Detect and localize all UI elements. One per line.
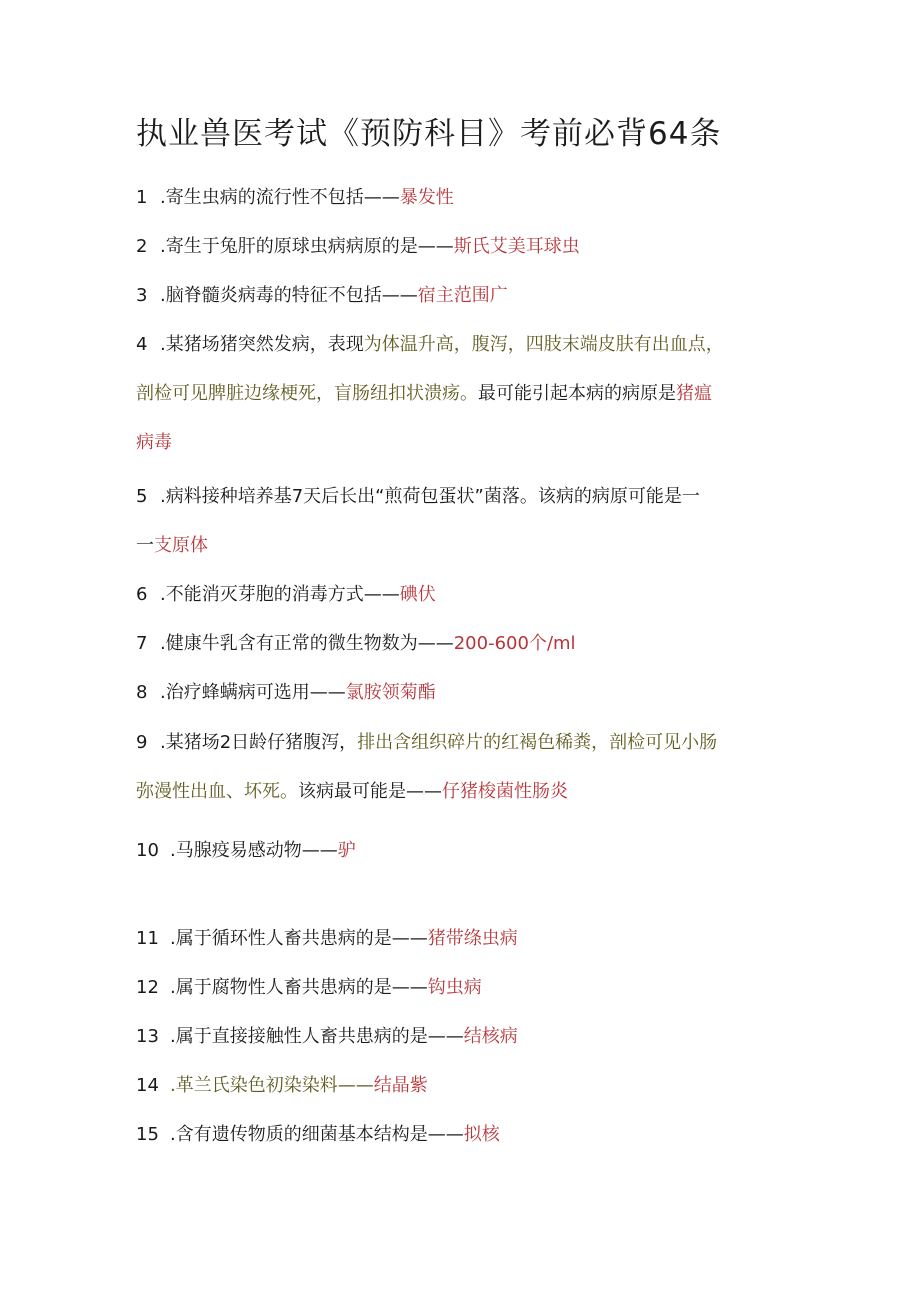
answer-text: 仔猪梭菌性肠炎 — [442, 781, 568, 802]
item-line — [136, 418, 784, 467]
highlighted-text: .革兰氏染色初染染料—— — [170, 1075, 374, 1096]
item-number: 9 — [136, 732, 148, 753]
list-item — [136, 718, 784, 816]
item-number: 8 — [136, 682, 148, 703]
question-text: .寄生于兔肝的原球虫病病原的是—— — [160, 236, 454, 257]
item-line — [136, 320, 784, 369]
answer-text: 猪带绦虫病 — [427, 928, 518, 949]
answer-text: 宿主范围广 — [417, 285, 508, 306]
answer-text: 斯氏艾美耳球虫 — [453, 236, 580, 257]
question-text: 一 — [136, 535, 154, 556]
highlighted-text: 弥漫性出血、坏死。 — [136, 781, 298, 802]
item-line — [136, 222, 784, 271]
item-number: 11 — [136, 928, 159, 949]
question-text: .不能消灭芽胞的消毒方式—— — [160, 584, 400, 605]
answer-text: 结核病 — [463, 1026, 518, 1047]
list-item — [136, 963, 784, 1012]
list-item — [136, 320, 784, 467]
item-line — [136, 668, 784, 717]
question-text: .含有遗传物质的细菌基本结构是—— — [170, 1124, 464, 1145]
list-item — [136, 472, 784, 570]
item-line — [136, 173, 784, 222]
question-text: .某猪场猪突然发病，表现 — [160, 334, 364, 355]
answer-text: 暴发性 — [399, 187, 454, 208]
document-title: 执业兽医考试《预防科目》考前必背64条 — [136, 116, 722, 152]
question-text: .属于腐物性人畜共患病的是—— — [170, 977, 428, 998]
question-text: .属于直接接触性人畜共患病的是—— — [170, 1026, 464, 1047]
item-line — [136, 1110, 784, 1159]
question-text: 该病最可能是—— — [298, 781, 442, 802]
item-line — [136, 1012, 784, 1061]
question-text: .某猪场2日龄仔猪腹泻， — [160, 732, 358, 753]
question-text: .属于循环性人畜共患病的是—— — [170, 928, 428, 949]
list-item — [136, 668, 784, 717]
list-item — [136, 619, 784, 668]
list-item — [136, 1012, 784, 1061]
item-number: 7 — [136, 633, 148, 654]
answer-text: 200-600个/ml — [453, 633, 576, 654]
list-item — [136, 826, 784, 875]
item-number: 15 — [136, 1124, 159, 1145]
item-number: 14 — [136, 1075, 159, 1096]
list-item — [136, 570, 784, 619]
item-number: 12 — [136, 977, 159, 998]
item-line — [136, 472, 784, 521]
item-line — [136, 369, 784, 418]
item-line — [136, 570, 784, 619]
item-number: 10 — [136, 840, 159, 861]
list-item — [136, 173, 784, 222]
item-line — [136, 271, 784, 320]
highlighted-text: 排出含组织碎片的红褐色稀粪，剖检可见小肠 — [357, 732, 718, 753]
item-line — [136, 619, 784, 668]
question-text: .治疗蜂螨病可选用—— — [160, 682, 346, 703]
item-number: 2 — [136, 236, 148, 257]
highlighted-text: 剖检可见脾脏边缘梗死，盲肠纽扣状溃疡。 — [136, 383, 478, 404]
question-text: .寄生虫病的流行性不包括—— — [160, 187, 400, 208]
question-text: .病料接种培养基7天后长出“煎荷包蛋状”菌落。该病的病原可能是一 — [160, 486, 700, 507]
item-line — [136, 767, 784, 816]
answer-text: 驴 — [337, 840, 356, 861]
answer-text: 氯胺领菊酯 — [345, 682, 436, 703]
list-item — [136, 1061, 784, 1110]
answer-text: 支原体 — [154, 535, 208, 556]
answer-text: 病毒 — [136, 432, 172, 453]
item-number: 1 — [136, 187, 148, 208]
highlighted-text: 为体温升高，腹泻，四肢末端皮肤有出血点， — [363, 334, 724, 355]
list-item — [136, 222, 784, 271]
item-line — [136, 963, 784, 1012]
answer-text: 拟核 — [463, 1124, 500, 1145]
item-line — [136, 1061, 784, 1110]
item-number: 13 — [136, 1026, 159, 1047]
item-line — [136, 826, 784, 875]
answer-text: 钩虫病 — [427, 977, 482, 998]
question-text: .脑脊髓炎病毒的特征不包括—— — [160, 285, 418, 306]
question-text: .马腺疫易感动物—— — [170, 840, 338, 861]
item-number: 4 — [136, 334, 148, 355]
item-line — [136, 521, 784, 570]
question-text: .健康牛乳含有正常的微生物数为—— — [160, 633, 454, 654]
item-number: 6 — [136, 584, 148, 605]
item-line — [136, 718, 784, 767]
list-item — [136, 914, 784, 963]
item-number: 5 — [136, 486, 148, 507]
item-number: 3 — [136, 285, 148, 306]
list-item — [136, 271, 784, 320]
answer-text: 碘伏 — [399, 584, 436, 605]
answer-text: 结晶紫 — [373, 1075, 428, 1096]
list-item — [136, 1110, 784, 1159]
item-line — [136, 914, 784, 963]
question-text: 最可能引起本病的病原是 — [478, 383, 676, 404]
answer-text: 猪瘟 — [676, 383, 712, 404]
